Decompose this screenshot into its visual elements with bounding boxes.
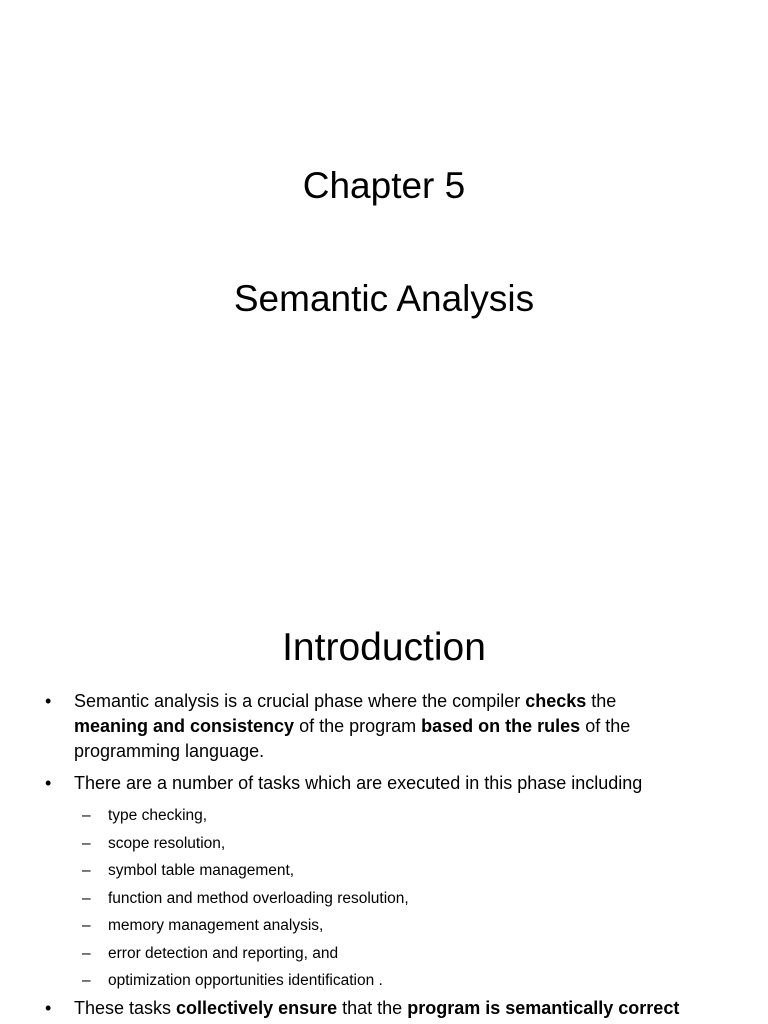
text-run: the (586, 691, 617, 711)
dash-marker: – (82, 917, 91, 934)
dash-marker: – (82, 862, 91, 879)
bold-text: checks (525, 691, 587, 711)
sub-list-item (82, 912, 708, 940)
bullet-item-tasks (45, 771, 724, 796)
sub-item-text: error detection and reporting, and (108, 944, 339, 962)
bullet-item-collectively-ensure (45, 996, 724, 1021)
dash-marker: – (82, 807, 91, 824)
bullet-marker: • (45, 773, 52, 793)
bullet-marker: • (45, 998, 52, 1018)
sub-list-item (82, 967, 708, 995)
sub-item-text: type checking, (108, 807, 208, 824)
text-run: of the (580, 716, 631, 736)
bullet-line (74, 996, 724, 1021)
sub-item-text: function and method overloading resolution, (108, 889, 409, 907)
sub-item-text: symbol table management, (108, 862, 295, 879)
bullet-line: There are a number of tasks which are executed in this phase including (74, 773, 643, 793)
bullet-line (74, 689, 724, 714)
bullet-item-semantic-analysis (45, 689, 724, 764)
bold-text: collectively ensure (176, 998, 338, 1018)
bold-text: program is semantically correct (407, 998, 680, 1018)
sub-list-item (82, 940, 708, 968)
dash-marker: – (82, 972, 91, 989)
bullet-line: programming language. (74, 741, 265, 761)
dash-marker: – (82, 889, 91, 907)
text-run: Semantic analysis is a crucial phase where the compiler (74, 691, 526, 711)
text-run: These tasks (74, 998, 177, 1018)
dash-marker: – (82, 834, 91, 852)
bold-text: based on the rules (421, 716, 581, 736)
sub-list-item (82, 802, 708, 830)
task-sub-list (82, 802, 708, 995)
bullet-marker: • (45, 691, 52, 711)
chapter-subject: Semantic Analysis (233, 278, 535, 319)
sub-item-text: memory management analysis, (108, 917, 324, 934)
sub-list-item (82, 857, 708, 885)
sub-list-item (82, 885, 708, 913)
introduction-heading: Introduction (282, 626, 486, 669)
dash-marker: – (82, 944, 91, 962)
bold-text: meaning and consistency (74, 716, 295, 736)
chapter-title: Chapter 5 (302, 165, 466, 206)
bullet-line (74, 714, 724, 739)
text-run: of the program (294, 716, 422, 736)
sub-list-item (82, 830, 708, 858)
text-run: that the (337, 998, 408, 1018)
sub-item-text: optimization opportunities identification . (108, 972, 383, 989)
sub-item-text: scope resolution, (108, 834, 226, 852)
